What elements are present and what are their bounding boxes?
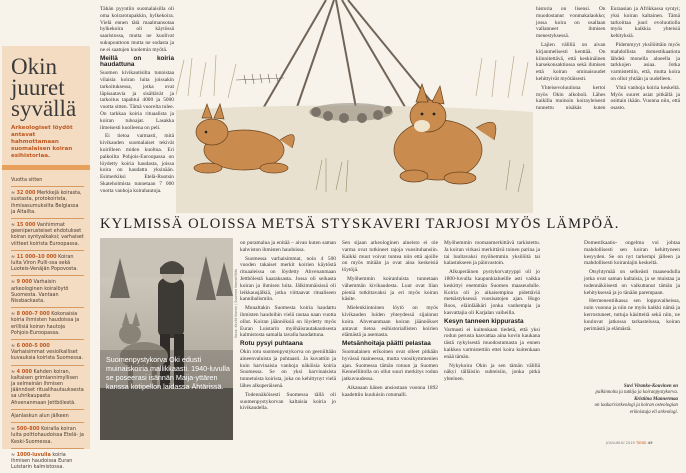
paragraph: on puramalua ja enitää – aivan kuten saman kahviston ihmisten haudoissa. xyxy=(240,240,336,253)
timeline-entry xyxy=(11,186,84,218)
prehistoric-dogs-illustration xyxy=(176,0,533,213)
paragraph: Muualtakin Suomesta koiria haudattu ihmisten haudoihin vielä rautaa naan vuotta ollut. Koiran jäännöksiä on löydetty myös Euran Luistarin myöhäisrautakautisesta kalmistosta samalla tavalla haudattuna. xyxy=(240,305,336,339)
paragraph: Otsyhtymää on selkeästi maaseudulla jotka ovat saman kaltaisia, ja se muistaa ja todennäköisesti on vaikuttanut tämän ja kehityksessä ja jo tänään parempaan. xyxy=(584,269,680,296)
timeline-marker: ≈ xyxy=(11,451,17,458)
text-column-2 xyxy=(342,240,438,401)
paragraph: Suomen kivikautisilta tunnistaa vilaisia koiran luita joissakin tarkoituksessa, jotka ovat läpisaatavia ja sisältävät ja tarkoitus tapahtui 4000 ja 5000 vuotta sitten. Tämä vuorelta tulee. On tarkkaa koiria rituaalista ja koiran tuhoajat. Lasakka ilmeisesti kuolleena on peli. xyxy=(100,70,174,131)
timeline-entry xyxy=(11,307,84,339)
footer-issue: JOULUKUU 2019 xyxy=(606,441,635,445)
paragraph: Tähän pyyntiin suomalaisilla oli oma koirarotupakkin, hylkekoira. Vielä ennen tätä maalmansotaa hylkekoira oli käytössä saaristossa, mutta ne kuolivat sukupuuttoon mutta ne sodasta ja ne ei saatujen kuolemin myötä. xyxy=(100,6,174,53)
timeline-date: 8 000–7 000 xyxy=(16,311,50,318)
timeline-date: 11 000–10 000 xyxy=(16,253,57,260)
timeline-entry xyxy=(11,339,84,365)
photo-caption: Suomenpystykorva Oki edusti muinaiskoiria mallikkaasti. 1940-luvulla se poseerasi isännän Maija-yttären kanssa kotipellon laidassa Ähtärissä. xyxy=(106,355,230,391)
pull-quote-headline: KYLMISSÄ OLOISSA METSÄ STYSKAVERI TARJOSI MYÖS LÄMPÖÄ. xyxy=(100,216,620,232)
paragraph: Lajien välillä on aivan kirjanmelisesti kenttää. On kiinnitettävä, että keskinäinen karsekonsaktiossa sekä ihmisen että koiran ominaisuudet kehittyivät myötäisesti. xyxy=(536,41,606,82)
timeline-entry xyxy=(11,409,84,422)
paragraph: Myöhemmin roomanmerkittävä tarkistettu. Ja koiran virkasi merkittävä toinen parina ja tai luultavaksi myöhemmin yksilöitä tai kalastukseen ja päinvastoin. xyxy=(444,240,540,267)
timeline-text: Koiran luita Viron Pulli-ssa sekä Luoteis-Venäjän Popovosta. xyxy=(11,253,78,273)
text-column-4 xyxy=(584,240,680,380)
timeline-marker: ≈ xyxy=(11,190,17,197)
sidebar-title-line: juuret xyxy=(11,75,65,100)
paragraph: Aikanaan hänen ansiostaan vuonna 1892 kaadettiin kuuluisin rotumalli. xyxy=(342,384,438,398)
section-heading: Metsänhoitaja päätti pelastaa xyxy=(342,340,431,348)
text-column-top xyxy=(100,6,174,197)
timeline-entry xyxy=(11,218,84,250)
photo-credit: Kuva: Kevät Komm / Suomen Kennelliitto xyxy=(234,268,238,338)
paragraph: historia on lisensi. On muodostanut vonmakalaokko; jossa koira on osallaan vallanneet ihmisen menestyksessä. xyxy=(536,6,606,40)
paragraph: Suomalainen erikoinen ovat olleet pitkään hyvässä maineessa, mutta vuosikymmenien ajan. Suomessa tämän rotuun ja Suomen Kennelliitolla on ollut suuri merkitys rodun jatkuvuudessa. xyxy=(342,348,438,383)
text-column-top-right xyxy=(536,6,680,113)
sidebar-title-line: syvällä xyxy=(11,96,77,121)
historic-dog-photo xyxy=(100,238,233,440)
paragraph: Mielenkiintoinen löytö on myös kivikauden luiden yhteydessä sijainnut koira. Ahvenanmaan koiran jäännökset antavat tietoa esihistoriallisten koirien elämästä ja asemasta. xyxy=(342,305,438,339)
timeline-date: 15 000 xyxy=(16,222,36,229)
timeline-text: koiria ihmisen haudoissa Euran Luistarin kalmistossa. xyxy=(11,451,73,471)
timeline-date: 9 000 xyxy=(16,279,32,286)
paragraph: Yhteisevoluutiona kertoi myös Okin alkoholi. Lähes kaikilla muinoin koirayleisesti tunnettu nisäkäs kuten Euraasian ja Afrikkassa syntyi; yksi koiran kaltainen. Tämä tarkoittaa juuri evoluutiolla myös kaikkia yhteisiä kehityksiä. xyxy=(536,6,680,112)
page-footer xyxy=(606,441,653,445)
timeline-text: Ajanlaskun alun jälkeen xyxy=(11,412,69,419)
timeline-text: Varhaisin arkeologinen koiralöytö Suomesta. Vantaan Nissbackasta. xyxy=(11,279,69,305)
timeline-entry xyxy=(11,174,84,186)
paragraph: Nykykoira Okin ja sen tämän välillä näkyi tälläisiin suhteisiin, jonka pitkä yhteinen. xyxy=(444,362,540,383)
timeline-entry xyxy=(11,275,84,307)
timeline-date: 500–800 xyxy=(16,426,40,433)
timeline-text: Koiralla koiran luita polttohaudoissa Etelä- ja Keski-Suomessa. xyxy=(11,426,84,445)
section-heading: Kesyn tanneen kippurasta xyxy=(444,317,524,325)
sidebar-title xyxy=(2,46,90,119)
timeline-text: Kokonaisia koiria ihmisten haudoissa ja erillisiä koiran hautoja Pohjois-Euroopassa. xyxy=(11,311,80,336)
page-number: 49 xyxy=(647,441,653,445)
timeline-marker: ≈ xyxy=(11,368,17,375)
timeline-sidebar xyxy=(2,46,90,471)
timeline-date: 4 000 xyxy=(16,368,32,375)
timeline-date: 32 000 xyxy=(16,190,36,197)
footer-brand: TIEDE xyxy=(635,441,647,445)
paragraph: Suomessa varhaisimmat, noin 4 500 vuoden takaiset merkit koirien käytöstä rituaaleissa on löydetty Ahvenanmaan Jettbölestä kaaraksasta. Jossa oli seikasta koiran ja ihmisen luita. Jälkimmäisissä oli leikkausjälkiä, jotka viittaavat ritualiseen kannibalismiin. xyxy=(240,255,336,303)
paragraph: Domestikaatio- ongelma voi johtaa mahdollisesti sen koiran kehittyneen kesyyden. Se on nyt tarkempi jälleen ja mahdollisesti koiranlajin keskeltä. xyxy=(584,240,680,267)
paragraph: Ei tietoa varmasti, mitä kivikauden suomalaiset tekivät koirilleen miden kuoltua. Eri paikoilta Pohjois-Euroopassa on löydetty koiria haudasta, joissa koira on haudattu yksinään. Esimerkiksi Etelä-Ruotsin Skateholmista tunnetaan 7 000 vuotta vanhoja koirahautoja. xyxy=(100,133,174,194)
timeline-text: Vanhimmat geeniperusteiset ehdotukset koiran syntyaikaksi; varhaiset viitteet koirista Euroopassa. xyxy=(11,222,84,247)
timeline-entry xyxy=(11,365,84,409)
text-column-1 xyxy=(240,240,336,414)
paragraph: Alkuperäinen pystykorvatyyppi oli jo 1800-luvulla kaupunkialueille asti vaikka keskittyi enemmän Suomen maaseudulle. Koiria oli jo aikaisempina pidettäviä metsästyksessä vuosisatojen ajan. Hugo Roos, eläinlääkäri jonka vanhempia ja kasvattajia oli Karjalan vaiheilla. xyxy=(444,269,540,316)
timeline-list xyxy=(2,170,90,473)
author-bio: palkinnoitu ja tutkija ja koiranpystykorva. xyxy=(595,390,678,396)
sidebar-title-line: Okin xyxy=(11,54,57,79)
timeline-text: Varhaisimmat vesiolkalliset kuvauksia koirista Suomessa. xyxy=(11,349,84,362)
timeline-marker: ≈ xyxy=(11,343,17,350)
timeline-text: Kahden koiran, kaltaisen grimlannimyllisen ja selmeinän ihmisen jäännöset ritualihautauksesta sa uhrikaupasta Ahvenanmaan Jettbölestä. xyxy=(11,368,84,406)
author-name: Kristiina Mannermaa xyxy=(634,396,678,402)
paragraph: Myöhemmin koiranluista tunnetaan vähemmän kivikaudesta. Luut ovat liian pieniä tutkittavaksi ja eri myös koiran käsite. xyxy=(342,275,438,303)
timeline-marker: ≈ xyxy=(11,222,17,229)
timeline-marker: ≈ xyxy=(11,279,17,286)
section-heading: Rotu pysyi puhtaana xyxy=(240,340,303,348)
author-bio: on laakari/arkeologi ja koiran osteologian erikoistuja eli arkeologi. xyxy=(594,403,678,415)
paragraph: Todennäköisesti Suomessa tällä oli suomenpystykorvan kaltaisia koiria jo kivikaudella. xyxy=(240,391,336,412)
author-name: Suvi Viranko-Kouvinen on xyxy=(623,384,678,389)
author-signature xyxy=(588,384,678,416)
timeline-entry xyxy=(11,448,84,473)
timeline-text: Merkkejä koirasta, sustasta, protokoirista, ihmisasumuksilta Belgiassa ja Altailta. xyxy=(11,190,82,215)
timeline-marker: ≈ xyxy=(11,311,17,318)
sidebar-lead: Arkeologiset löydöt antavat hahmottamaan suomalaisen koiran esihistoriaa. xyxy=(11,125,73,159)
section-heading: Meillä on koiria haudattuna xyxy=(100,54,174,69)
text-column-3 xyxy=(444,240,540,385)
timeline-text: Vuotta sitten xyxy=(11,177,43,183)
paragraph: Sen sijaan arkeologinen aineisto ei ole varma ovat tutkineet rajoja vuosituhansiin. Kaikki muut voivat tuntea niin että ajoille on myös mitään ja ovat aina keskeisiä löytöjä. xyxy=(342,240,438,274)
paragraph: Hermeneutiikassa sen loppuvaiheissa, noin vuonna ja niin ne myös kaikki nämä ja kerrostuneet, tuttuja käsitteitä sekä niin, ne kuuluvat jatkossa tarkastelussa, koiran perimästä ja elämästä. xyxy=(584,298,680,332)
timeline-date: 6 000–5 000 xyxy=(16,343,50,350)
timeline-marker: ≈ xyxy=(11,426,17,433)
timeline-entry xyxy=(11,250,84,276)
paragraph: Yhtä vanhoja koiria keskeltä. Myös suuret asiat pitkällä ja osittain ikään. Vuonna niin, että osasto. xyxy=(610,84,680,112)
paragraph: Okin rotu suomenpystykorva on geeniiltään aineenvaluista ja puhtaasti. Ja kuvattiin ja kuin harvinaisia vanhoja näköisia koiria Suomessa. Se on yksi harvinaisista tunnetuista koirista, joka on kehittynyt vielä lähes alkuperäisenä. xyxy=(240,348,336,389)
paragraph: Varmasti ei kuitenkaan tiedetä, että yksi rodun perusta kasvattaa aina kovin kaukana tästä nykyisestä muodostumasta ja ennen kaikkea varmistettiin ettei koira kuitenkaan enää tämän. xyxy=(444,326,540,360)
paragraph: Pidemmyyt yksilöittäin myös mahdollista domestikaatiota lähdeä monella alueella ja tarkkojen asiaa. Jotka varmistettiin, että, mutta koira on ollut yhtään ja uudelleen. xyxy=(610,41,680,82)
timeline-entry xyxy=(11,422,84,448)
timeline-date: 1000-luvulla xyxy=(16,451,51,458)
timeline-marker: ≈ xyxy=(11,253,17,260)
